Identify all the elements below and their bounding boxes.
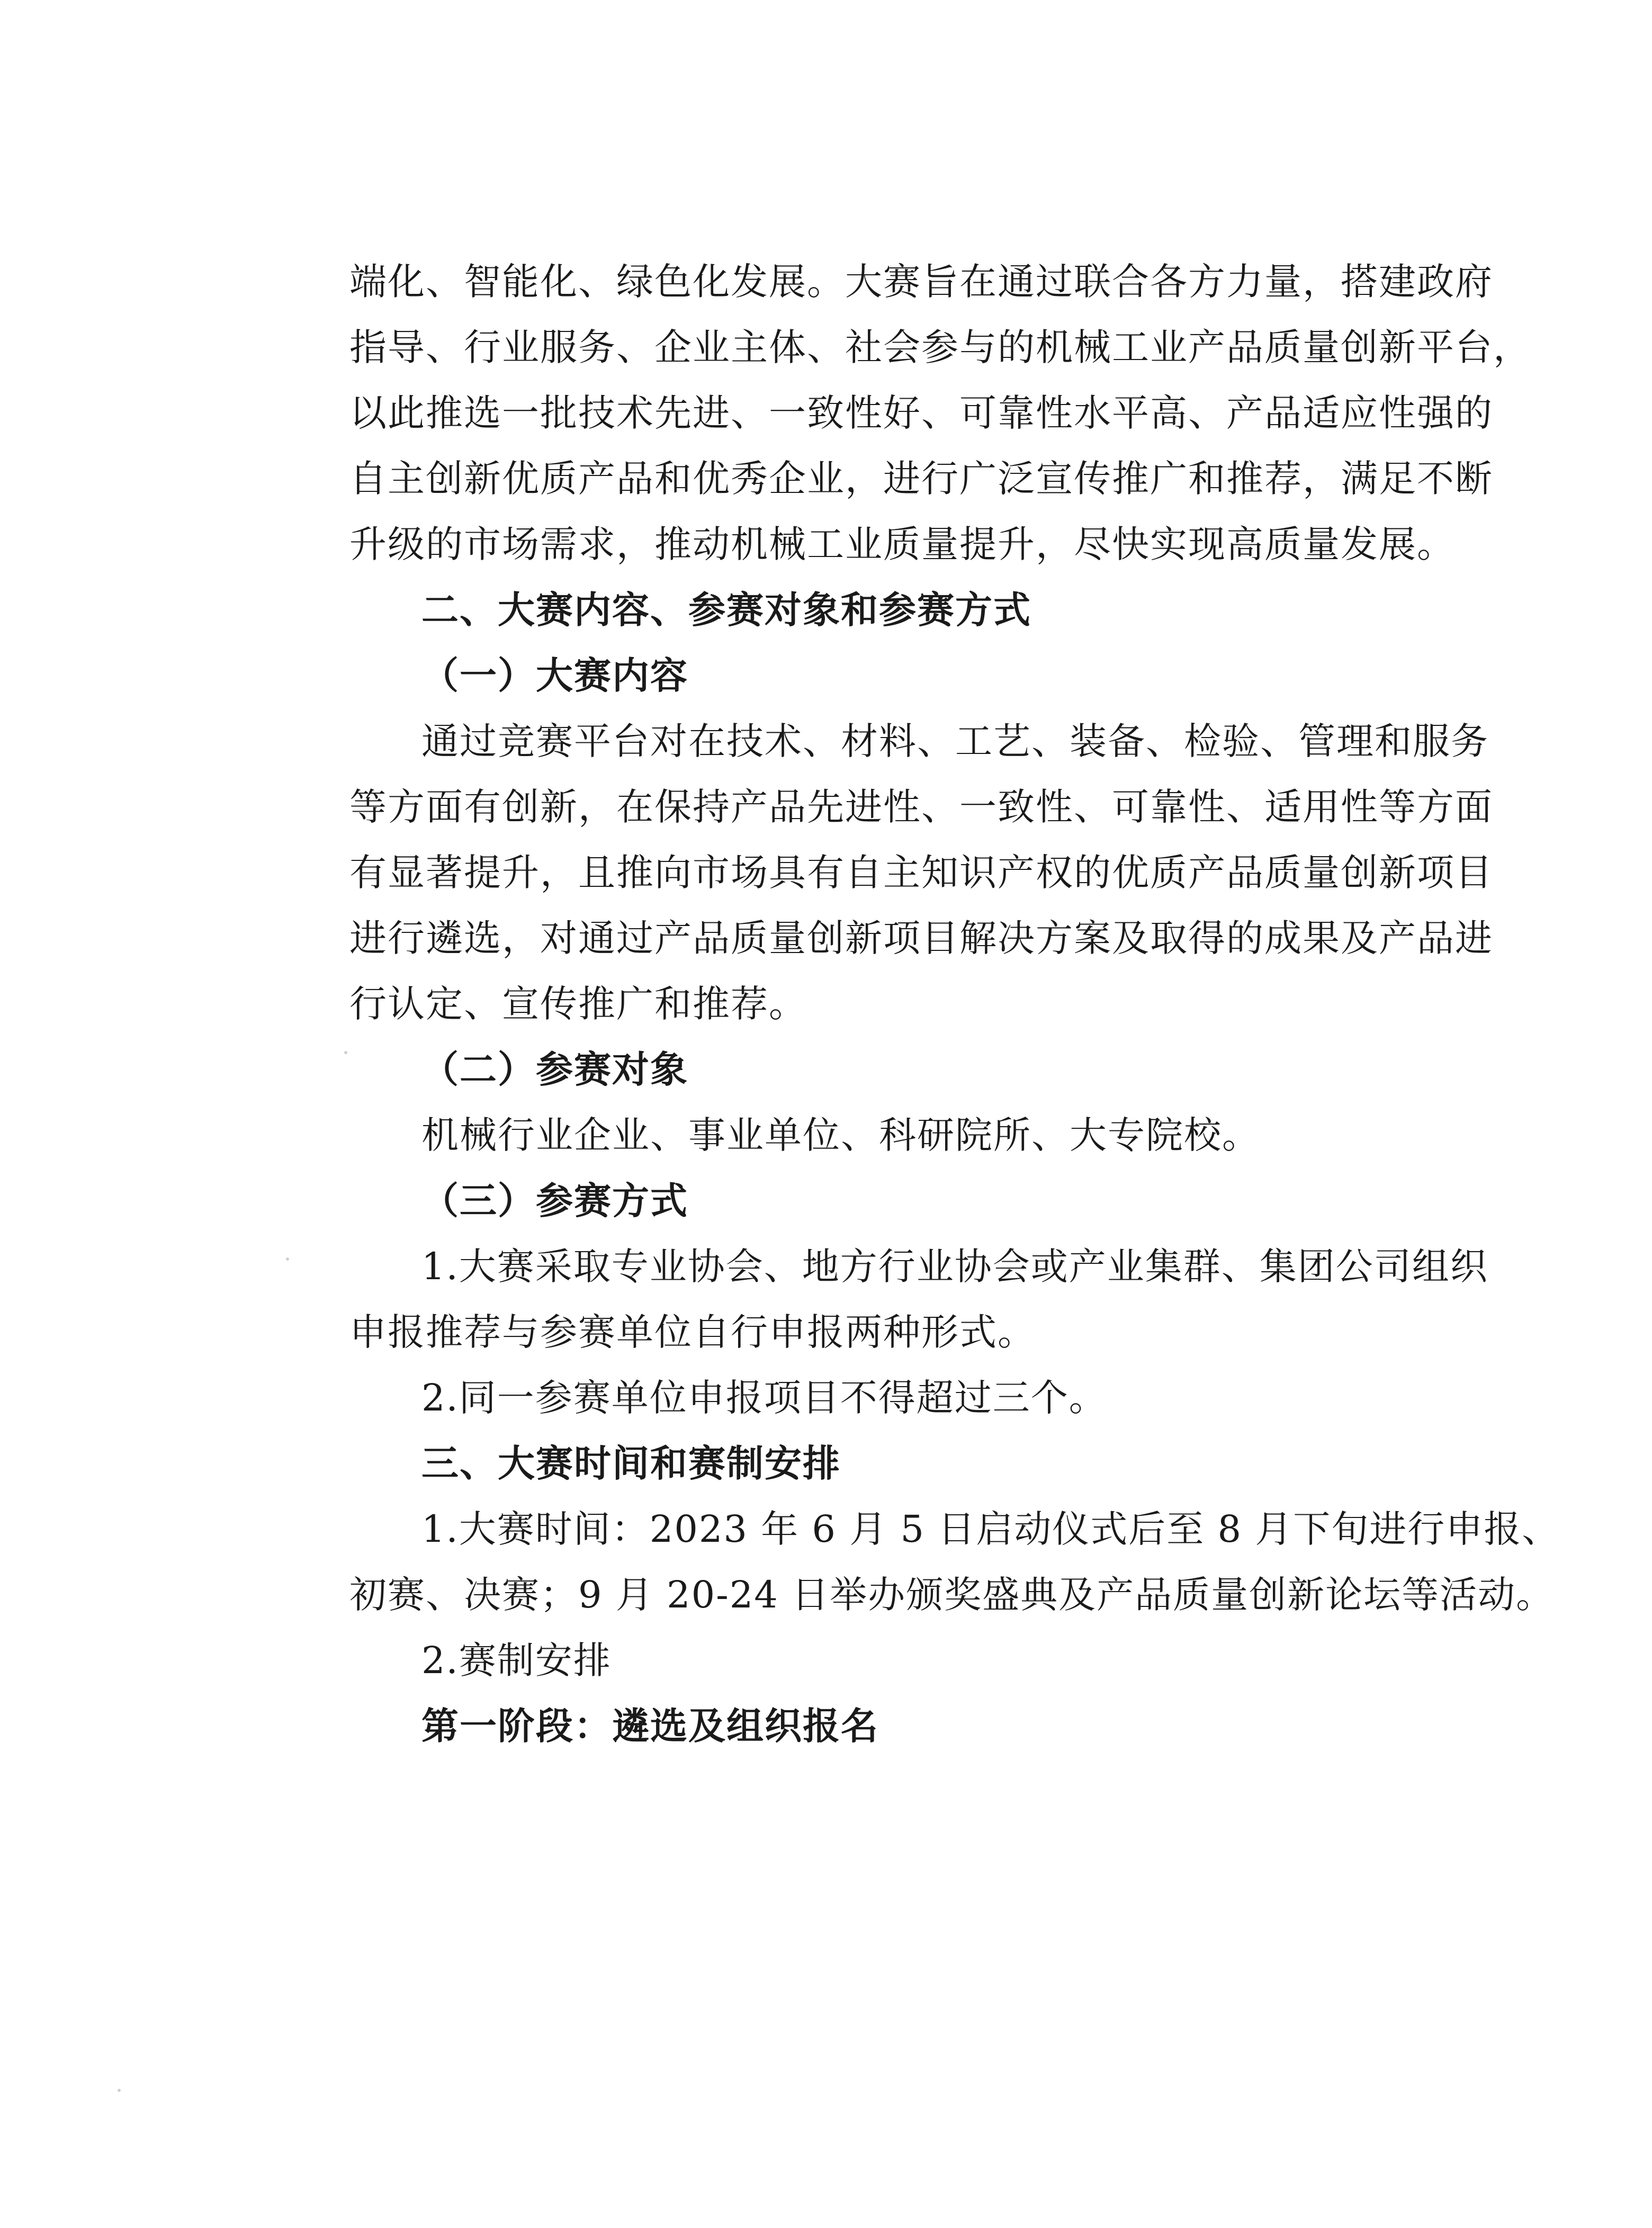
section-2-2-body: 机械行业企业、事业单位、科研院所、大专院校。 [421, 1113, 1260, 1157]
section-3-item-1-line-1: 1.大赛时间：2023 年 6 月 5 日启动仪式后至 8 月下旬进行申报、 [421, 1507, 1560, 1551]
section-2-1-line-1: 通过竞赛平台对在技术、材料、工艺、装备、检验、管理和服务 [421, 720, 1489, 763]
intro-line-4: 自主创新优质产品和优秀企业，进行广泛宣传推广和推荐，满足不断 [349, 457, 1493, 500]
intro-line-5: 升级的市场需求，推动机械工业质量提升，尽快实现高质量发展。 [349, 523, 1455, 566]
intro-line-3: 以此推选一批技术先进、一致性好、可靠性水平高、产品适应性强的 [349, 391, 1493, 435]
section-2-1-line-5: 行认定、宣传推广和推荐。 [349, 982, 807, 1026]
section-2-3-heading: （三）参赛方式 [421, 1179, 688, 1223]
section-2-1-line-4: 进行遴选，对通过产品质量创新项目解决方案及取得的成果及产品进 [349, 917, 1493, 960]
section-3-heading: 三、大赛时间和赛制安排 [421, 1442, 841, 1485]
section-2-1-line-2: 等方面有创新，在保持产品先进性、一致性、可靠性、适用性等方面 [349, 785, 1493, 829]
intro-line-1: 端化、智能化、绿色化发展。大赛旨在通过联合各方力量，搭建政府 [349, 260, 1493, 303]
section-2-heading: 二、大赛内容、参赛对象和参赛方式 [421, 588, 1031, 632]
section-2-1-heading: （一）大赛内容 [421, 654, 688, 697]
section-2-2-heading: （二）参赛对象 [421, 1048, 688, 1091]
stage-1-heading: 第一阶段：遴选及组织报名 [421, 1704, 879, 1748]
scan-speck [344, 1051, 347, 1054]
document-body [349, 249, 1560, 1759]
section-3-item-2: 2.赛制安排 [421, 1639, 612, 1682]
section-2-3-item-1-line-1: 1.大赛采取专业协会、地方行业协会或产业集群、集团公司组织 [421, 1245, 1488, 1288]
section-2-1-line-3: 有显著提升，且推向市场具有自主知识产权的优质产品质量创新项目 [349, 851, 1493, 894]
intro-line-2: 指导、行业服务、企业主体、社会参与的机械工业产品质量创新平台， [349, 326, 1531, 369]
scan-speck [118, 2089, 121, 2092]
section-2-3-item-1-line-2: 申报推荐与参赛单位自行申报两种形式。 [349, 1310, 1036, 1354]
section-3-item-1-line-2: 初赛、决赛；9 月 20-24 日举办颁奖盛典及产品质量创新论坛等活动。 [349, 1573, 1555, 1616]
section-2-3-item-2: 2.同一参赛单位申报项目不得超过三个。 [421, 1376, 1107, 1420]
scan-speck [286, 1257, 289, 1261]
